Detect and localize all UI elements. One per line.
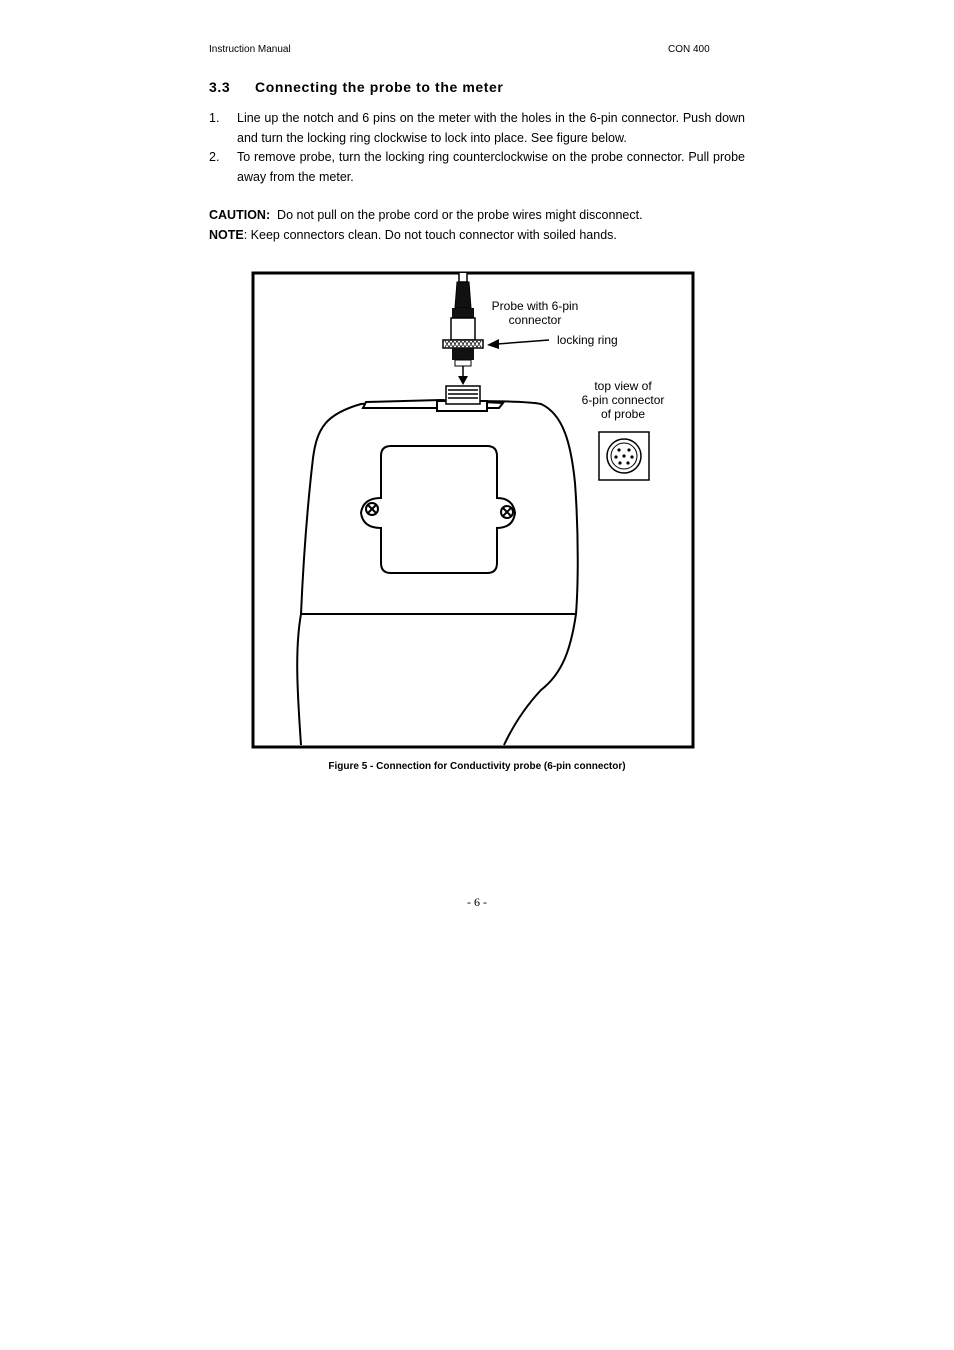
note-label: NOTE xyxy=(209,227,244,242)
top-view-label-line2: 6-pin connector xyxy=(581,393,665,407)
note-text: : Keep connectors clean. Do not touch connector with soiled hands. xyxy=(243,227,617,242)
header-manual-title: Instruction Manual xyxy=(209,44,291,55)
probe-label-line2: connector xyxy=(508,313,562,327)
probe-connection-figure xyxy=(251,268,697,752)
caution-label: CAUTION: xyxy=(209,208,271,222)
list-item-text: Line up the notch and 6 pins on the meter with the holes in the 6-pin connector. Push down and turn the locking ring clockwise to lock into place. See figure below. xyxy=(237,111,745,145)
note-line xyxy=(209,226,643,246)
notes-block xyxy=(209,206,643,245)
list-item-number: 2. xyxy=(209,150,220,164)
meter-socket xyxy=(446,386,480,404)
section-heading xyxy=(209,79,503,95)
screw-icon xyxy=(501,506,513,518)
section-title: Connecting the probe to the meter xyxy=(255,79,504,95)
six-pin-connector-icon xyxy=(599,432,649,480)
screw-icon xyxy=(366,503,378,515)
list-item xyxy=(209,109,745,148)
caution-text: Do not pull on the probe cord or the probe wires might disconnect. xyxy=(270,208,643,222)
header-model: CON 400 xyxy=(668,44,710,55)
page-number: - 6 - xyxy=(467,895,487,909)
list-item-text: To remove probe, turn the locking ring counterclockwise on the probe connector. Pull probe away from the meter. xyxy=(237,150,745,184)
list-item xyxy=(209,148,745,187)
section-number: 3.3 xyxy=(209,79,231,95)
probe-label-line1: Probe with 6-pin xyxy=(491,299,579,313)
caution-line xyxy=(209,206,643,226)
list-item-number: 1. xyxy=(209,111,220,125)
top-view-label-line1: top view of xyxy=(594,379,652,393)
top-view-label-line3: of probe xyxy=(600,407,646,421)
locking-ring-label: locking ring xyxy=(557,333,618,347)
instruction-list xyxy=(209,109,745,187)
figure-caption: Figure 5 - Connection for Conductivity probe (6-pin connector) xyxy=(328,761,626,772)
